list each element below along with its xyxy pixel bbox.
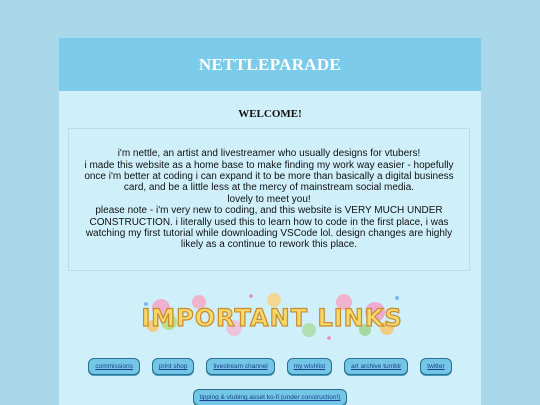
banner-graphic — [139, 288, 405, 344]
link-row-1 — [59, 358, 481, 375]
site-header — [59, 38, 481, 91]
important-links-banner — [139, 288, 405, 344]
print-shop-link[interactable]: print shop — [152, 358, 195, 375]
main-panel — [59, 38, 481, 405]
twitter-link[interactable]: twitter — [420, 358, 451, 375]
wishlist-link[interactable]: my wishlist — [287, 358, 332, 375]
intro-line: please note - i'm very new to coding, and this website is VERY MUCH UNDER CONSTRUCTION. i literally used this to learn how to code in the first place, i was watching my first tutorial while downloading VSCode lol. design changes are highly likely as a continue to rework this place. — [85, 205, 453, 251]
art-archive-tumblr-link[interactable]: art archive tumblr — [344, 358, 408, 375]
link-buttons — [59, 358, 481, 405]
intro-box — [68, 128, 470, 271]
commissions-link[interactable]: commissions — [88, 358, 140, 375]
intro-line: i made this website as a home base to make finding my work way easier - hopefully once i'm better at coding i can expand it to be more than basically a digital business card, and be a little less at the mercy of mainstream social media. — [84, 159, 454, 194]
link-row-2 — [59, 389, 481, 405]
banner-text: IMPORTANT LINKS — [141, 304, 403, 332]
intro-line: lovely to meet you! — [227, 193, 311, 205]
site-title: NETTLEPARADE — [198, 54, 342, 74]
livestream-channel-link[interactable]: livestream channel — [206, 358, 274, 375]
intro-line: i'm nettle, an artist and livestreamer who usually designs for vtubers! — [117, 148, 421, 160]
kofi-link[interactable]: tipping & vtubing asset ko-fi (under construction!) — [193, 389, 348, 405]
welcome-heading: WELCOME! — [238, 108, 302, 120]
